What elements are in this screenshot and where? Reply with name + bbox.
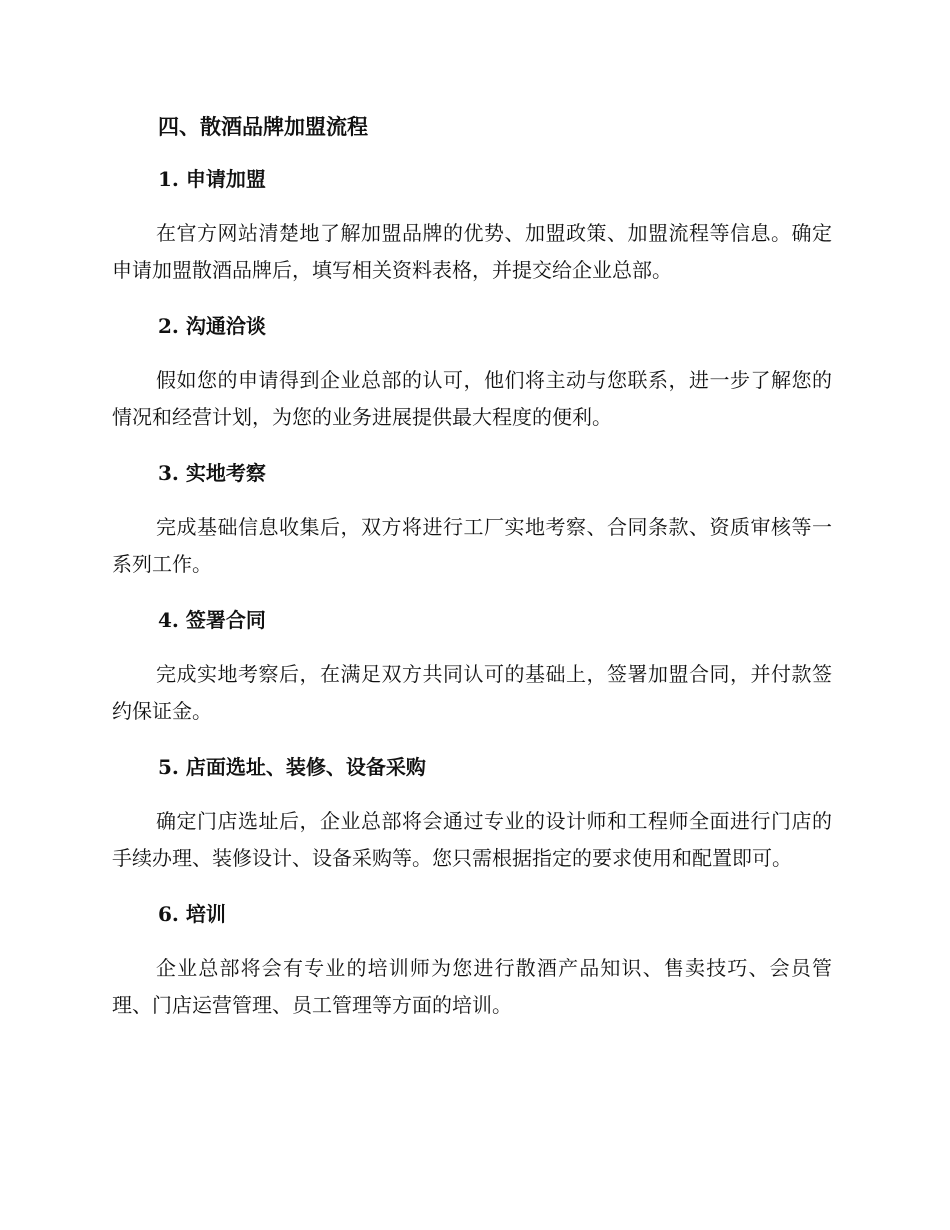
step-body: 完成基础信息收集后，双方将进行工厂实地考察、合同条款、资质审核等一系列工作。 [112, 515, 832, 576]
section-title: 四、散酒品牌加盟流程 [158, 114, 368, 139]
step-apply [112, 164, 832, 289]
step-negotiation [112, 311, 832, 436]
step-title: 6. 培训 [158, 902, 226, 926]
step-title: 2. 沟通洽谈 [158, 314, 266, 338]
step-title: 3. 实地考察 [158, 461, 266, 485]
step-site-inspection [112, 458, 832, 583]
step-training [112, 899, 832, 1024]
step-title: 5. 店面选址、装修、设备采购 [158, 755, 426, 779]
step-title: 4. 签署合同 [158, 608, 266, 632]
step-store-setup [112, 752, 832, 877]
step-body: 确定门店选址后，企业总部将会通过专业的设计师和工程师全面进行门店的手续办理、装修设计、设备采购等。您只需根据指定的要求使用和配置即可。 [112, 809, 832, 870]
step-body: 完成实地考察后，在满足双方共同认可的基础上，签署加盟合同，并付款签约保证金。 [112, 662, 832, 723]
step-title: 1. 申请加盟 [158, 167, 266, 191]
step-sign-contract [112, 605, 832, 730]
step-body: 在官方网站清楚地了解加盟品牌的优势、加盟政策、加盟流程等信息。确定申请加盟散酒品牌后，填写相关资料表格，并提交给企业总部。 [112, 221, 832, 282]
step-body: 假如您的申请得到企业总部的认可，他们将主动与您联系，进一步了解您的情况和经营计划，为您的业务进展提供最大程度的便利。 [112, 368, 832, 429]
step-body: 企业总部将会有专业的培训师为您进行散酒产品知识、售卖技巧、会员管理、门店运营管理、员工管理等方面的培训。 [112, 956, 832, 1017]
